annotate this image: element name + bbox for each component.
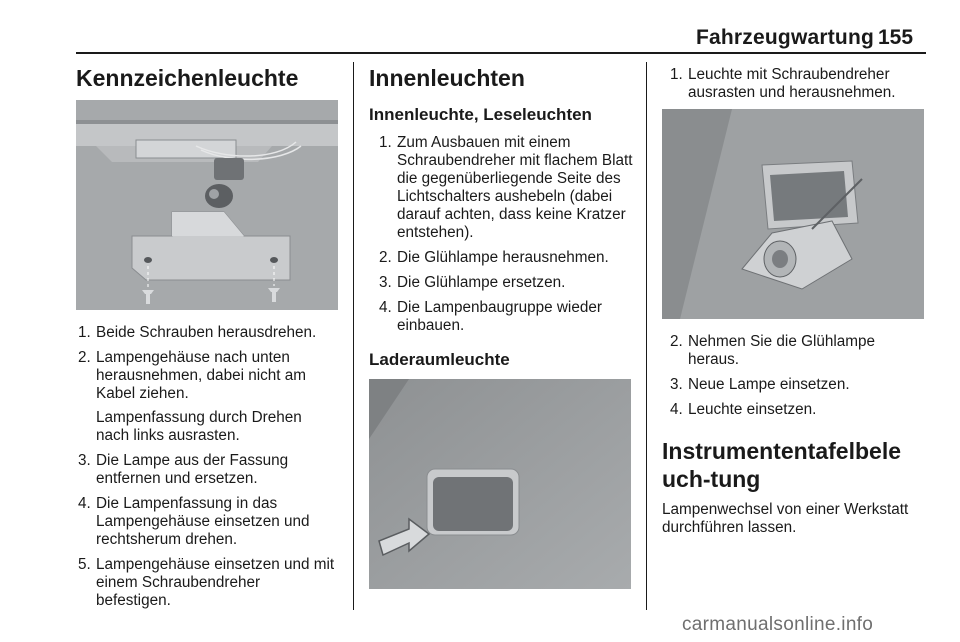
steps-list [76, 324, 338, 610]
figure-cargo-light [369, 379, 631, 589]
figure-cargo-light-removal [662, 109, 924, 319]
watermark: carmanualsonline.info [682, 614, 874, 635]
paragraph-workshop: Lampenwechsel von einer Werkstatt durchführen lassen. [662, 501, 909, 536]
step-item: 1. Leuchte mit Schraubendreher ausrasten und herausnehmen. [670, 66, 896, 101]
column-divider-2 [646, 62, 647, 610]
figure-license-plate-lamp [76, 100, 338, 310]
column-divider-1 [353, 62, 354, 610]
step-item: 1. Zum Ausbauen mit einem Schraubendreher mit flachem Blatt die gegenüberliegende Seite des Lichtschalters aushebeln (dabei darauf achten, dass keine Kratzer entstehen). [379, 134, 633, 241]
step-item: 3. Die Lampe aus der Fassung entfernen und ersetzen. [78, 452, 289, 487]
step-item: 3. Die Glühlampe ersetzen. [379, 274, 566, 291]
step-item: 3. Neue Lampe einsetzen. [670, 376, 850, 393]
steps-list-top [662, 66, 926, 102]
column-instrument-light [662, 60, 926, 537]
step-item: 4. Die Lampenbaugruppe wieder einbauen. [379, 299, 602, 334]
step-item: 5. Lampengehäuse einsetzen und mit einem Schraubendreher befestigen. [78, 556, 335, 609]
step-note: Lampenfassung durch Drehen nach links ausrasten. [96, 409, 302, 444]
section-title-instrumententafelbeleuchtung: Instrumententafelbeleuch-tung [662, 438, 901, 492]
column-license-plate-light [76, 60, 338, 617]
steps-list [662, 333, 926, 419]
subsection-title-laderaumleuchte: Laderaumleuchte [369, 350, 510, 369]
step-item: 4. Leuchte einsetzen. [670, 401, 817, 418]
page-number: 155 [878, 26, 914, 49]
step-item: 2. Nehmen Sie die Glühlampe heraus. [670, 333, 876, 368]
step-item: 4. Die Lampenfassung in das Lampengehäuse einsetzen und rechtsherum drehen. [78, 495, 310, 548]
steps-list [369, 134, 635, 335]
step-item: 2. Die Glühlampe herausnehmen. [379, 249, 609, 266]
section-title-innenleuchten: Innenleuchten [369, 65, 525, 91]
subsection-title-innenleuchte: Innenleuchte, Leseleuchten [369, 105, 592, 124]
section-title-kennzeichenleuchte: Kennzeichenleuchte [76, 65, 299, 91]
step-item: 1. Beide Schrauben herausdrehen. [78, 324, 317, 341]
column-interior-lights [369, 60, 635, 589]
running-header-title: Fahrzeugwartung [696, 26, 875, 49]
header-rule [76, 52, 926, 54]
step-item: 2. Lampengehäuse nach unten herausnehmen, dabei nicht am Kabel ziehen. Lampenfassung durch Drehen nach links ausrasten. [76, 349, 338, 445]
